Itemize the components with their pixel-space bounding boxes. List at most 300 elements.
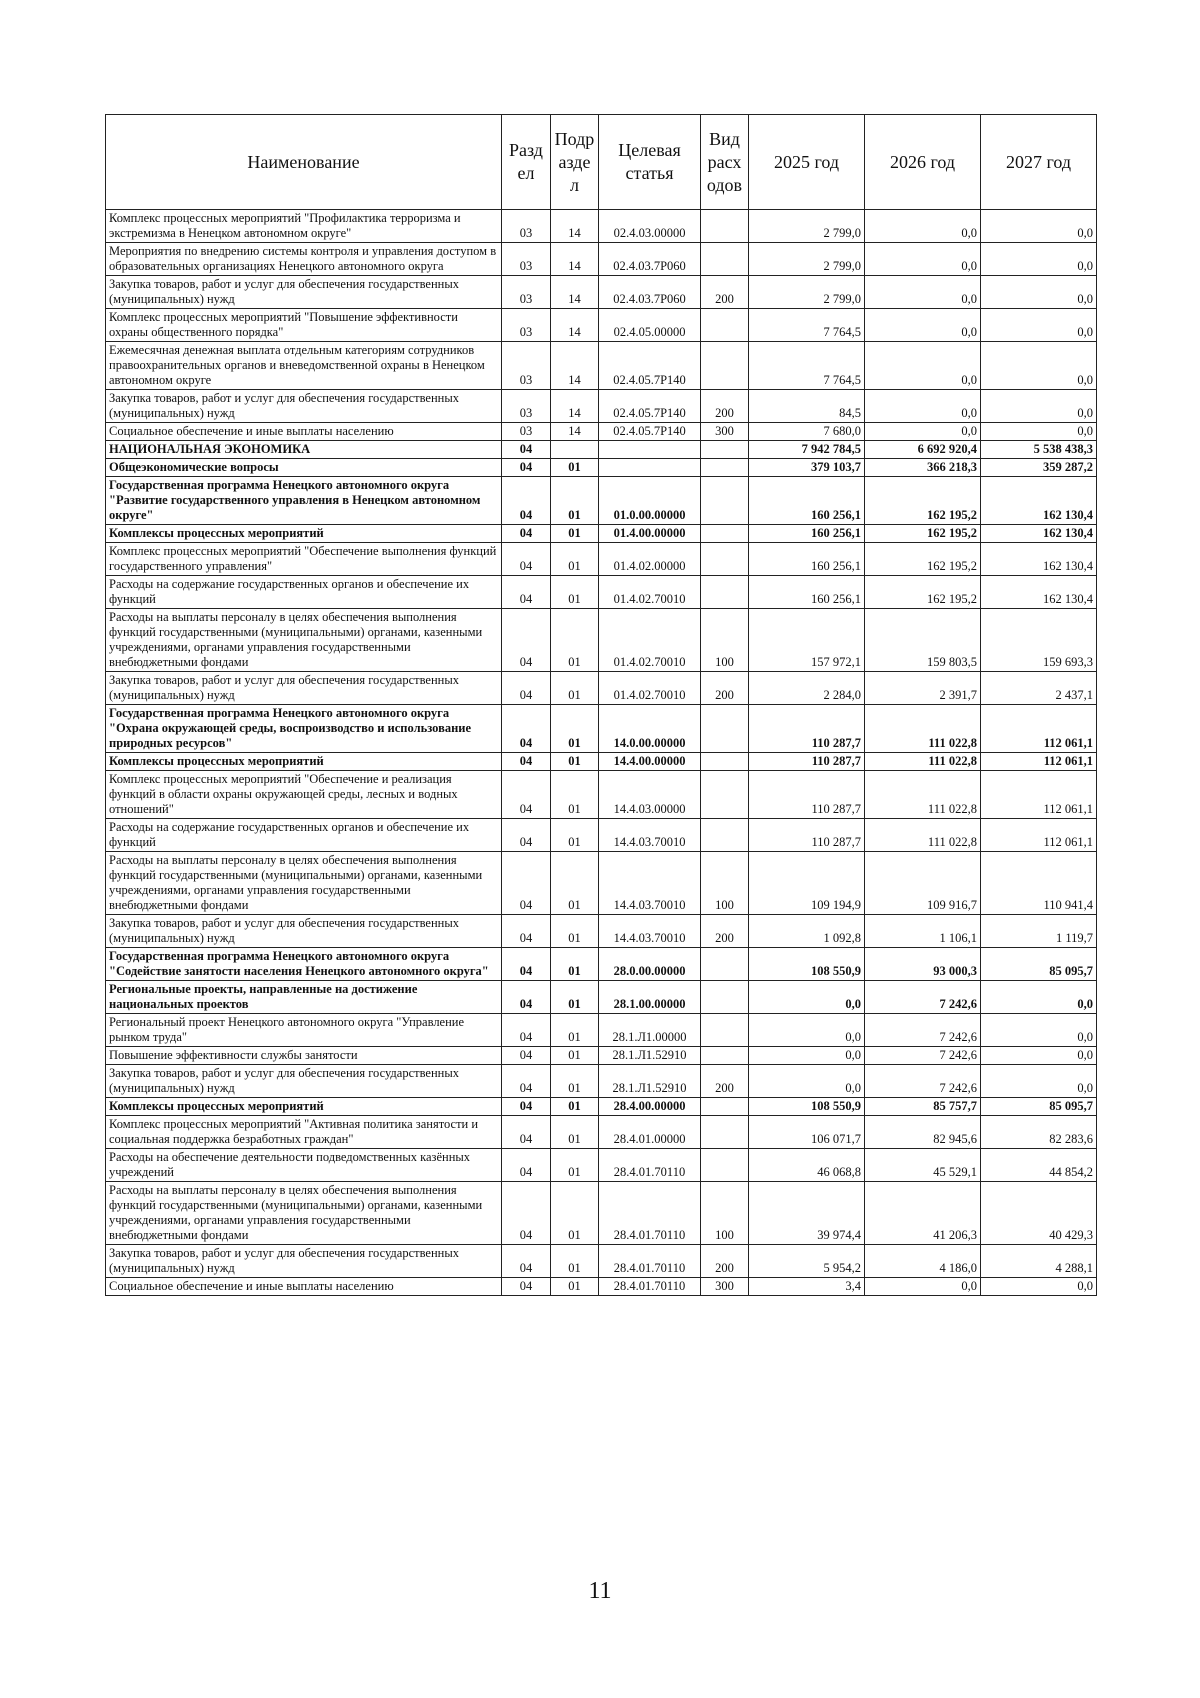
row-expense-kind bbox=[701, 243, 749, 276]
row-section: 04 bbox=[502, 819, 551, 852]
row-name: НАЦИОНАЛЬНАЯ ЭКОНОМИКА bbox=[106, 441, 502, 459]
row-amount-2026: 2 391,7 bbox=[865, 672, 981, 705]
table-body bbox=[106, 210, 1097, 1296]
row-subsection: 01 bbox=[551, 771, 599, 819]
header-year-2026: 2026 год bbox=[865, 115, 981, 210]
row-expense-kind bbox=[701, 1116, 749, 1149]
header-section: Разд ел bbox=[502, 115, 551, 210]
row-name: Расходы на содержание государственных органов и обеспечение их функций bbox=[106, 576, 502, 609]
row-expense-kind bbox=[701, 981, 749, 1014]
row-amount-2026: 7 242,6 bbox=[865, 1014, 981, 1047]
header-year-2027: 2027 год bbox=[981, 115, 1097, 210]
row-amount-2025: 39 974,4 bbox=[749, 1182, 865, 1245]
row-subsection: 01 bbox=[551, 576, 599, 609]
row-amount-2025: 108 550,9 bbox=[749, 948, 865, 981]
row-target-article: 02.4.05.00000 bbox=[599, 309, 701, 342]
row-name: Общеэкономические вопросы bbox=[106, 459, 502, 477]
row-amount-2025: 46 068,8 bbox=[749, 1149, 865, 1182]
row-expense-kind bbox=[701, 459, 749, 477]
row-target-article: 02.4.05.7Р140 bbox=[599, 342, 701, 390]
row-target-article: 01.0.00.00000 bbox=[599, 477, 701, 525]
row-expense-kind bbox=[701, 441, 749, 459]
row-section: 04 bbox=[502, 1149, 551, 1182]
row-subsection: 01 bbox=[551, 1278, 599, 1296]
row-amount-2025: 2 799,0 bbox=[749, 276, 865, 309]
row-target-article: 28.4.01.70110 bbox=[599, 1182, 701, 1245]
table-row bbox=[106, 1182, 1097, 1245]
row-expense-kind: 100 bbox=[701, 609, 749, 672]
table-row bbox=[106, 543, 1097, 576]
row-expense-kind: 300 bbox=[701, 423, 749, 441]
row-section: 04 bbox=[502, 441, 551, 459]
table-row bbox=[106, 342, 1097, 390]
row-amount-2025: 3,4 bbox=[749, 1278, 865, 1296]
row-subsection: 01 bbox=[551, 525, 599, 543]
row-section: 04 bbox=[502, 705, 551, 753]
table-row bbox=[106, 981, 1097, 1014]
row-amount-2026: 162 195,2 bbox=[865, 525, 981, 543]
row-amount-2026: 162 195,2 bbox=[865, 477, 981, 525]
row-name: Закупка товаров, работ и услуг для обеспечения государственных (муниципальных) нужд bbox=[106, 672, 502, 705]
row-name: Комплексы процессных мероприятий bbox=[106, 753, 502, 771]
row-subsection: 01 bbox=[551, 459, 599, 477]
table-row bbox=[106, 441, 1097, 459]
row-amount-2025: 2 799,0 bbox=[749, 243, 865, 276]
row-amount-2027: 4 288,1 bbox=[981, 1245, 1097, 1278]
row-amount-2025: 2 284,0 bbox=[749, 672, 865, 705]
budget-table bbox=[105, 114, 1097, 1296]
row-expense-kind: 200 bbox=[701, 915, 749, 948]
row-target-article: 14.4.03.70010 bbox=[599, 852, 701, 915]
row-expense-kind bbox=[701, 543, 749, 576]
row-amount-2026: 366 218,3 bbox=[865, 459, 981, 477]
row-name: Закупка товаров, работ и услуг для обеспечения государственных (муниципальных) нужд bbox=[106, 390, 502, 423]
row-target-article: 28.1.Л1.52910 bbox=[599, 1065, 701, 1098]
table-row bbox=[106, 1116, 1097, 1149]
table-row bbox=[106, 852, 1097, 915]
row-name: Закупка товаров, работ и услуг для обеспечения государственных (муниципальных) нужд bbox=[106, 915, 502, 948]
row-name: Расходы на содержание государственных органов и обеспечение их функций bbox=[106, 819, 502, 852]
row-amount-2025: 0,0 bbox=[749, 1047, 865, 1065]
row-section: 03 bbox=[502, 243, 551, 276]
table-row bbox=[106, 309, 1097, 342]
row-section: 04 bbox=[502, 1065, 551, 1098]
row-amount-2026: 0,0 bbox=[865, 210, 981, 243]
table-row bbox=[106, 1098, 1097, 1116]
row-amount-2027: 5 538 438,3 bbox=[981, 441, 1097, 459]
page-number: 11 bbox=[588, 1578, 612, 1604]
row-amount-2026: 0,0 bbox=[865, 243, 981, 276]
row-subsection: 01 bbox=[551, 753, 599, 771]
row-expense-kind bbox=[701, 1047, 749, 1065]
table-row bbox=[106, 576, 1097, 609]
row-subsection: 01 bbox=[551, 981, 599, 1014]
row-amount-2027: 2 437,1 bbox=[981, 672, 1097, 705]
row-expense-kind: 200 bbox=[701, 390, 749, 423]
header-subsection: Подр азде л bbox=[551, 115, 599, 210]
table-row bbox=[106, 819, 1097, 852]
row-subsection: 01 bbox=[551, 852, 599, 915]
row-target-article: 02.4.05.7Р140 bbox=[599, 423, 701, 441]
table-row bbox=[106, 1278, 1097, 1296]
row-name: Социальное обеспечение и иные выплаты населению bbox=[106, 1278, 502, 1296]
row-subsection: 01 bbox=[551, 1014, 599, 1047]
row-target-article: 02.4.05.7Р140 bbox=[599, 390, 701, 423]
row-subsection: 01 bbox=[551, 1116, 599, 1149]
row-expense-kind bbox=[701, 753, 749, 771]
row-name: Закупка товаров, работ и услуг для обеспечения государственных (муниципальных) нужд bbox=[106, 276, 502, 309]
row-section: 04 bbox=[502, 672, 551, 705]
row-section: 04 bbox=[502, 1245, 551, 1278]
row-subsection: 14 bbox=[551, 210, 599, 243]
row-name: Закупка товаров, работ и услуг для обеспечения государственных (муниципальных) нужд bbox=[106, 1065, 502, 1098]
row-amount-2026: 109 916,7 bbox=[865, 852, 981, 915]
row-expense-kind bbox=[701, 342, 749, 390]
table-row bbox=[106, 459, 1097, 477]
row-target-article: 14.4.03.70010 bbox=[599, 915, 701, 948]
row-subsection: 14 bbox=[551, 390, 599, 423]
row-expense-kind: 200 bbox=[701, 1245, 749, 1278]
row-amount-2025: 157 972,1 bbox=[749, 609, 865, 672]
row-section: 03 bbox=[502, 276, 551, 309]
row-target-article: 28.1.Л1.52910 bbox=[599, 1047, 701, 1065]
row-subsection: 14 bbox=[551, 276, 599, 309]
row-name: Социальное обеспечение и иные выплаты населению bbox=[106, 423, 502, 441]
row-target-article bbox=[599, 459, 701, 477]
row-name: Государственная программа Ненецкого автономного округа "Охрана окружающей среды, воспроизводство и использование природных ресурсов" bbox=[106, 705, 502, 753]
row-target-article: 14.4.00.00000 bbox=[599, 753, 701, 771]
row-amount-2027: 162 130,4 bbox=[981, 576, 1097, 609]
row-amount-2025: 0,0 bbox=[749, 981, 865, 1014]
row-expense-kind bbox=[701, 525, 749, 543]
row-target-article bbox=[599, 441, 701, 459]
row-target-article: 28.4.01.70110 bbox=[599, 1278, 701, 1296]
budget-document bbox=[105, 114, 1096, 1296]
row-amount-2027: 159 693,3 bbox=[981, 609, 1097, 672]
row-section: 04 bbox=[502, 477, 551, 525]
table-row bbox=[106, 948, 1097, 981]
row-name: Комплексы процессных мероприятий bbox=[106, 1098, 502, 1116]
row-section: 04 bbox=[502, 576, 551, 609]
row-name: Региональные проекты, направленные на достижение национальных проектов bbox=[106, 981, 502, 1014]
row-amount-2025: 1 092,8 bbox=[749, 915, 865, 948]
row-subsection: 01 bbox=[551, 819, 599, 852]
row-subsection: 01 bbox=[551, 1065, 599, 1098]
row-subsection: 14 bbox=[551, 243, 599, 276]
row-amount-2025: 2 799,0 bbox=[749, 210, 865, 243]
row-amount-2027: 0,0 bbox=[981, 1047, 1097, 1065]
row-amount-2026: 0,0 bbox=[865, 276, 981, 309]
row-target-article: 28.4.00.00000 bbox=[599, 1098, 701, 1116]
row-amount-2026: 0,0 bbox=[865, 423, 981, 441]
row-amount-2027: 112 061,1 bbox=[981, 819, 1097, 852]
header-name: Наименование bbox=[106, 115, 502, 210]
row-amount-2027: 0,0 bbox=[981, 1278, 1097, 1296]
row-subsection: 01 bbox=[551, 1182, 599, 1245]
row-amount-2025: 84,5 bbox=[749, 390, 865, 423]
row-amount-2027: 0,0 bbox=[981, 276, 1097, 309]
row-section: 04 bbox=[502, 1278, 551, 1296]
row-amount-2027: 1 119,7 bbox=[981, 915, 1097, 948]
row-name: Комплекс процессных мероприятий "Активная политика занятости и социальная поддержка безработных граждан" bbox=[106, 1116, 502, 1149]
row-amount-2025: 5 954,2 bbox=[749, 1245, 865, 1278]
row-amount-2025: 7 764,5 bbox=[749, 309, 865, 342]
row-subsection: 01 bbox=[551, 672, 599, 705]
row-subsection: 01 bbox=[551, 1098, 599, 1116]
row-amount-2026: 41 206,3 bbox=[865, 1182, 981, 1245]
row-subsection: 01 bbox=[551, 1245, 599, 1278]
row-target-article: 14.4.03.00000 bbox=[599, 771, 701, 819]
row-amount-2027: 44 854,2 bbox=[981, 1149, 1097, 1182]
table-row bbox=[106, 1014, 1097, 1047]
row-target-article: 01.4.02.70010 bbox=[599, 576, 701, 609]
row-target-article: 02.4.03.7Р060 bbox=[599, 276, 701, 309]
table-row bbox=[106, 525, 1097, 543]
row-target-article: 28.4.01.00000 bbox=[599, 1116, 701, 1149]
table-row bbox=[106, 243, 1097, 276]
table-row bbox=[106, 771, 1097, 819]
row-expense-kind bbox=[701, 1098, 749, 1116]
row-subsection: 14 bbox=[551, 423, 599, 441]
row-target-article: 01.4.02.70010 bbox=[599, 609, 701, 672]
table-row bbox=[106, 210, 1097, 243]
table-row bbox=[106, 423, 1097, 441]
row-amount-2027: 110 941,4 bbox=[981, 852, 1097, 915]
row-amount-2025: 110 287,7 bbox=[749, 705, 865, 753]
row-amount-2026: 111 022,8 bbox=[865, 705, 981, 753]
row-amount-2026: 0,0 bbox=[865, 1278, 981, 1296]
row-amount-2025: 160 256,1 bbox=[749, 576, 865, 609]
row-section: 04 bbox=[502, 1098, 551, 1116]
row-amount-2025: 110 287,7 bbox=[749, 819, 865, 852]
row-target-article: 14.0.00.00000 bbox=[599, 705, 701, 753]
row-expense-kind bbox=[701, 948, 749, 981]
row-expense-kind bbox=[701, 309, 749, 342]
row-amount-2027: 162 130,4 bbox=[981, 543, 1097, 576]
row-amount-2027: 0,0 bbox=[981, 423, 1097, 441]
row-target-article: 28.0.00.00000 bbox=[599, 948, 701, 981]
table-header-row bbox=[106, 115, 1097, 210]
row-amount-2026: 7 242,6 bbox=[865, 1047, 981, 1065]
row-amount-2026: 85 757,7 bbox=[865, 1098, 981, 1116]
row-target-article: 28.1.00.00000 bbox=[599, 981, 701, 1014]
row-amount-2027: 82 283,6 bbox=[981, 1116, 1097, 1149]
row-section: 04 bbox=[502, 609, 551, 672]
row-amount-2027: 0,0 bbox=[981, 210, 1097, 243]
row-amount-2026: 162 195,2 bbox=[865, 576, 981, 609]
row-amount-2027: 162 130,4 bbox=[981, 477, 1097, 525]
row-section: 03 bbox=[502, 342, 551, 390]
row-expense-kind bbox=[701, 1014, 749, 1047]
table-row bbox=[106, 390, 1097, 423]
row-section: 04 bbox=[502, 915, 551, 948]
row-subsection: 01 bbox=[551, 1149, 599, 1182]
row-subsection bbox=[551, 441, 599, 459]
row-amount-2026: 45 529,1 bbox=[865, 1149, 981, 1182]
row-section: 04 bbox=[502, 459, 551, 477]
row-expense-kind bbox=[701, 819, 749, 852]
row-amount-2026: 6 692 920,4 bbox=[865, 441, 981, 459]
row-subsection: 01 bbox=[551, 705, 599, 753]
row-amount-2027: 0,0 bbox=[981, 981, 1097, 1014]
row-name: Расходы на выплаты персоналу в целях обеспечения выполнения функций государственными (муниципальными) органами, казенными учреждениями, органами управления государственными внебюджетными фондами bbox=[106, 609, 502, 672]
row-subsection: 14 bbox=[551, 342, 599, 390]
row-amount-2027: 40 429,3 bbox=[981, 1182, 1097, 1245]
table-row bbox=[106, 915, 1097, 948]
row-section: 04 bbox=[502, 981, 551, 1014]
table-row bbox=[106, 276, 1097, 309]
row-amount-2026: 111 022,8 bbox=[865, 771, 981, 819]
row-amount-2026: 1 106,1 bbox=[865, 915, 981, 948]
table-row bbox=[106, 1245, 1097, 1278]
table-row bbox=[106, 672, 1097, 705]
row-section: 03 bbox=[502, 210, 551, 243]
row-amount-2027: 0,0 bbox=[981, 342, 1097, 390]
row-name: Комплекс процессных мероприятий "Обеспечение и реализация функций в области охраны окружающей среды, лесных и водных отношений" bbox=[106, 771, 502, 819]
row-subsection: 01 bbox=[551, 915, 599, 948]
table-row bbox=[106, 609, 1097, 672]
row-amount-2025: 160 256,1 bbox=[749, 525, 865, 543]
row-section: 04 bbox=[502, 525, 551, 543]
row-name: Закупка товаров, работ и услуг для обеспечения государственных (муниципальных) нужд bbox=[106, 1245, 502, 1278]
row-amount-2027: 85 095,7 bbox=[981, 948, 1097, 981]
row-section: 04 bbox=[502, 852, 551, 915]
row-amount-2025: 160 256,1 bbox=[749, 543, 865, 576]
row-expense-kind: 100 bbox=[701, 1182, 749, 1245]
row-amount-2026: 162 195,2 bbox=[865, 543, 981, 576]
row-target-article: 02.4.03.7Р060 bbox=[599, 243, 701, 276]
row-amount-2027: 0,0 bbox=[981, 309, 1097, 342]
row-name: Комплекс процессных мероприятий "Профилактика терроризма и экстремизма в Ненецком автономном округе" bbox=[106, 210, 502, 243]
row-amount-2026: 111 022,8 bbox=[865, 753, 981, 771]
table-row bbox=[106, 753, 1097, 771]
row-target-article: 28.1.Л1.00000 bbox=[599, 1014, 701, 1047]
row-target-article: 02.4.03.00000 bbox=[599, 210, 701, 243]
row-amount-2025: 379 103,7 bbox=[749, 459, 865, 477]
row-expense-kind bbox=[701, 1149, 749, 1182]
row-target-article: 01.4.02.70010 bbox=[599, 672, 701, 705]
row-name: Мероприятия по внедрению системы контроля и управления доступом в образовательных организациях Ненецкого автономного округа bbox=[106, 243, 502, 276]
row-section: 04 bbox=[502, 948, 551, 981]
row-name: Региональный проект Ненецкого автономного округа "Управление рынком труда" bbox=[106, 1014, 502, 1047]
row-amount-2026: 93 000,3 bbox=[865, 948, 981, 981]
row-subsection: 01 bbox=[551, 543, 599, 576]
row-expense-kind bbox=[701, 477, 749, 525]
row-amount-2027: 112 061,1 bbox=[981, 753, 1097, 771]
row-section: 03 bbox=[502, 309, 551, 342]
row-section: 03 bbox=[502, 390, 551, 423]
row-target-article: 28.4.01.70110 bbox=[599, 1149, 701, 1182]
header-year-2025: 2025 год bbox=[749, 115, 865, 210]
row-subsection: 01 bbox=[551, 948, 599, 981]
row-amount-2025: 7 942 784,5 bbox=[749, 441, 865, 459]
row-target-article: 01.4.00.00000 bbox=[599, 525, 701, 543]
row-amount-2025: 109 194,9 bbox=[749, 852, 865, 915]
row-amount-2027: 162 130,4 bbox=[981, 525, 1097, 543]
row-amount-2026: 0,0 bbox=[865, 309, 981, 342]
row-amount-2026: 82 945,6 bbox=[865, 1116, 981, 1149]
row-amount-2027: 0,0 bbox=[981, 390, 1097, 423]
row-name: Государственная программа Ненецкого автономного округа "Развитие государственного управления в Ненецком автономном округе" bbox=[106, 477, 502, 525]
row-amount-2027: 0,0 bbox=[981, 1065, 1097, 1098]
row-expense-kind bbox=[701, 576, 749, 609]
row-amount-2026: 7 242,6 bbox=[865, 1065, 981, 1098]
row-subsection: 01 bbox=[551, 609, 599, 672]
row-amount-2026: 4 186,0 bbox=[865, 1245, 981, 1278]
row-amount-2025: 0,0 bbox=[749, 1014, 865, 1047]
row-name: Комплекс процессных мероприятий "Повышение эффективности охраны общественного порядка" bbox=[106, 309, 502, 342]
row-amount-2026: 0,0 bbox=[865, 390, 981, 423]
row-amount-2025: 106 071,7 bbox=[749, 1116, 865, 1149]
row-subsection: 14 bbox=[551, 309, 599, 342]
row-expense-kind: 200 bbox=[701, 672, 749, 705]
row-section: 04 bbox=[502, 543, 551, 576]
row-amount-2027: 0,0 bbox=[981, 243, 1097, 276]
row-name: Повышение эффективности службы занятости bbox=[106, 1047, 502, 1065]
row-section: 04 bbox=[502, 1116, 551, 1149]
row-name: Государственная программа Ненецкого автономного округа "Содействие занятости населения Ненецкого автономного округа" bbox=[106, 948, 502, 981]
row-expense-kind: 300 bbox=[701, 1278, 749, 1296]
row-name: Расходы на выплаты персоналу в целях обеспечения выполнения функций государственными (муниципальными) органами, казенными учреждениями, органами управления государственными внебюджетными фондами bbox=[106, 1182, 502, 1245]
row-amount-2027: 359 287,2 bbox=[981, 459, 1097, 477]
row-subsection: 01 bbox=[551, 1047, 599, 1065]
row-amount-2027: 112 061,1 bbox=[981, 705, 1097, 753]
header-expense-kind: Вид расх одов bbox=[701, 115, 749, 210]
row-section: 04 bbox=[502, 1182, 551, 1245]
row-section: 03 bbox=[502, 423, 551, 441]
table-row bbox=[106, 1149, 1097, 1182]
row-expense-kind: 200 bbox=[701, 276, 749, 309]
row-name: Комплексы процессных мероприятий bbox=[106, 525, 502, 543]
row-section: 04 bbox=[502, 771, 551, 819]
row-amount-2025: 0,0 bbox=[749, 1065, 865, 1098]
row-amount-2025: 110 287,7 bbox=[749, 771, 865, 819]
header-target-article: Целевая статья bbox=[599, 115, 701, 210]
row-name: Комплекс процессных мероприятий "Обеспечение выполнения функций государственного управления" bbox=[106, 543, 502, 576]
row-name: Ежемесячная денежная выплата отдельным категориям сотрудников правоохранительных органов и вневедомственной охраны в Ненецком автономном округе bbox=[106, 342, 502, 390]
row-amount-2025: 110 287,7 bbox=[749, 753, 865, 771]
row-section: 04 bbox=[502, 1047, 551, 1065]
row-name: Расходы на обеспечение деятельности подведомственных казённых учреждений bbox=[106, 1149, 502, 1182]
row-amount-2027: 112 061,1 bbox=[981, 771, 1097, 819]
row-expense-kind bbox=[701, 705, 749, 753]
row-amount-2026: 159 803,5 bbox=[865, 609, 981, 672]
row-expense-kind bbox=[701, 210, 749, 243]
row-name: Расходы на выплаты персоналу в целях обеспечения выполнения функций государственными (муниципальными) органами, казенными учреждениями, органами управления государственными внебюджетными фондами bbox=[106, 852, 502, 915]
row-target-article: 28.4.01.70110 bbox=[599, 1245, 701, 1278]
row-amount-2025: 7 764,5 bbox=[749, 342, 865, 390]
table-row bbox=[106, 1047, 1097, 1065]
row-expense-kind: 200 bbox=[701, 1065, 749, 1098]
row-amount-2027: 0,0 bbox=[981, 1014, 1097, 1047]
row-target-article: 01.4.02.00000 bbox=[599, 543, 701, 576]
row-subsection: 01 bbox=[551, 477, 599, 525]
row-amount-2025: 108 550,9 bbox=[749, 1098, 865, 1116]
table-row bbox=[106, 705, 1097, 753]
row-section: 04 bbox=[502, 753, 551, 771]
row-target-article: 14.4.03.70010 bbox=[599, 819, 701, 852]
row-amount-2026: 0,0 bbox=[865, 342, 981, 390]
row-amount-2027: 85 095,7 bbox=[981, 1098, 1097, 1116]
row-section: 04 bbox=[502, 1014, 551, 1047]
row-expense-kind: 100 bbox=[701, 852, 749, 915]
row-amount-2026: 111 022,8 bbox=[865, 819, 981, 852]
row-expense-kind bbox=[701, 771, 749, 819]
table-row bbox=[106, 1065, 1097, 1098]
row-amount-2025: 7 680,0 bbox=[749, 423, 865, 441]
table-row bbox=[106, 477, 1097, 525]
row-amount-2026: 7 242,6 bbox=[865, 981, 981, 1014]
